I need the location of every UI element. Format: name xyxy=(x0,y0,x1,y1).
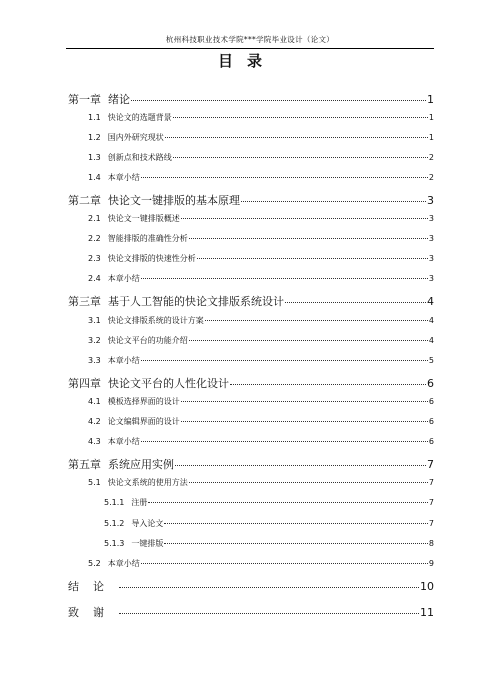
toc-entry-number: 4.1 xyxy=(88,397,101,406)
toc-entry-number: 第三章 xyxy=(68,295,101,308)
toc-entry-page: 3 xyxy=(428,254,434,263)
toc-entry-page: 3 xyxy=(428,234,434,243)
toc-leader-dots xyxy=(141,360,428,361)
page-header: 杭州科技职业技术学院***学院毕业设计（论文） xyxy=(66,34,434,49)
toc-entry-number: 2.2 xyxy=(88,234,101,243)
toc-entry-page: 7 xyxy=(428,498,434,507)
toc-entry-title: 本章小结 xyxy=(107,356,140,365)
toc-leader-dots xyxy=(141,177,428,178)
toc-entry[interactable] xyxy=(88,233,434,244)
toc-entry-title: 注册 xyxy=(131,498,148,507)
toc-entry-title: 本章小结 xyxy=(107,274,140,283)
toc-entry[interactable] xyxy=(88,132,434,143)
toc-leader-dots xyxy=(173,157,428,158)
toc-entry[interactable] xyxy=(88,355,434,366)
toc-leader-dots xyxy=(285,302,426,303)
toc-entry-page: 1 xyxy=(427,93,434,106)
toc-entry-page: 3 xyxy=(428,274,434,283)
toc-entry-number: 3.3 xyxy=(88,356,101,365)
toc-entry-page: 4 xyxy=(428,316,434,325)
toc-entry-title: 一键排版 xyxy=(131,539,164,548)
toc-entry-title: 智能排版的准确性分析 xyxy=(107,234,188,243)
toc-entry[interactable] xyxy=(68,604,434,620)
toc-entry-number: 第二章 xyxy=(68,194,101,207)
toc-entry-title: 快论文一键排版的基本原理 xyxy=(108,194,240,207)
toc-entry[interactable] xyxy=(88,213,434,224)
toc-entry-page: 5 xyxy=(428,356,434,365)
toc-leader-dots xyxy=(173,117,428,118)
toc-entry-title: 论文编辑界面的设计 xyxy=(107,417,180,426)
toc-entry-title: 系统应用实例 xyxy=(108,458,174,471)
toc-entry-page: 1 xyxy=(428,113,434,122)
toc-entry-number: 5.1.2 xyxy=(104,519,125,528)
toc-leader-dots xyxy=(141,563,428,564)
toc-entry-number: 5.1.3 xyxy=(104,539,125,548)
toc-leader-dots xyxy=(241,201,426,202)
toc-entry[interactable] xyxy=(104,538,434,549)
toc-entry-title: 本章小结 xyxy=(107,437,140,446)
toc-entry-page: 3 xyxy=(428,214,434,223)
toc-leader-dots xyxy=(131,100,426,101)
toc-leader-dots xyxy=(141,278,428,279)
toc-entry[interactable] xyxy=(88,436,434,447)
toc-leader-dots xyxy=(189,340,428,341)
toc-leader-dots xyxy=(197,258,428,259)
toc-leader-dots xyxy=(164,543,428,544)
toc-leader-dots xyxy=(164,523,428,524)
toc-leader-dots xyxy=(175,465,426,466)
toc-entry-title: 导入论文 xyxy=(131,519,164,528)
toc-entry-page: 9 xyxy=(428,559,434,568)
toc-entry-number: 1.3 xyxy=(88,153,101,162)
toc-entry[interactable] xyxy=(88,416,434,427)
toc-entry-number: 3.1 xyxy=(88,316,101,325)
page-title: 目录 xyxy=(217,52,276,70)
toc-leader-dots xyxy=(181,218,428,219)
toc-entry[interactable] xyxy=(88,273,434,284)
toc-entry-page: 6 xyxy=(428,417,434,426)
toc-entry-page: 6 xyxy=(427,377,434,390)
toc-entry-page: 4 xyxy=(427,295,434,308)
toc-entry-title: 快论文排版系统的设计方案 xyxy=(107,316,204,325)
toc-entry[interactable] xyxy=(88,112,434,123)
toc-leader-dots xyxy=(189,482,428,483)
toc-entry[interactable] xyxy=(88,477,434,488)
toc-entry-number: 1.2 xyxy=(88,133,101,142)
toc-entry-number: 第五章 xyxy=(68,458,101,471)
toc-entry[interactable] xyxy=(104,518,434,529)
toc-leader-dots xyxy=(181,421,428,422)
toc-leader-dots xyxy=(181,401,428,402)
toc-entry-title: 快论文系统的使用方法 xyxy=(107,478,188,487)
toc-entry[interactable] xyxy=(68,192,434,208)
toc-entry-page: 3 xyxy=(427,194,434,207)
toc-entry-number: 2.4 xyxy=(88,274,101,283)
toc-entry[interactable] xyxy=(68,293,434,309)
toc-entry-title: 快论文平台的功能介绍 xyxy=(107,336,188,345)
toc-entry-number: 2.3 xyxy=(88,254,101,263)
toc-entry-page: 7 xyxy=(427,458,434,471)
toc-entry-page: 11 xyxy=(420,606,434,619)
toc-entry[interactable] xyxy=(88,335,434,346)
toc-entry-number: 2.1 xyxy=(88,214,101,223)
toc-entry[interactable] xyxy=(68,375,434,391)
toc-entry-page: 8 xyxy=(428,539,434,548)
toc-entry-page: 7 xyxy=(428,478,434,487)
toc-entry[interactable] xyxy=(68,578,434,594)
toc-entry-page: 1 xyxy=(428,133,434,142)
toc-leader-dots xyxy=(205,320,428,321)
toc-entry-number: 第一章 xyxy=(68,93,101,106)
toc-entry-page: 2 xyxy=(428,153,434,162)
toc-entry-title: 绪论 xyxy=(108,93,130,106)
toc-leader-dots xyxy=(148,502,428,503)
toc-entry[interactable] xyxy=(88,253,434,264)
toc-entry[interactable] xyxy=(88,315,434,326)
toc-entry-title: 本章小结 xyxy=(107,173,140,182)
toc-entry-title: 快论文的选题背景 xyxy=(107,113,172,122)
toc-entry-number: 1.4 xyxy=(88,173,101,182)
toc-entry-title: 结论 xyxy=(68,580,118,593)
toc-entry-title: 基于人工智能的快论文排版系统设计 xyxy=(108,295,284,308)
toc-entry-title: 本章小结 xyxy=(107,559,140,568)
toc-entry-number: 5.2 xyxy=(88,559,101,568)
toc-leader-dots xyxy=(189,238,428,239)
toc-leader-dots xyxy=(141,441,428,442)
toc-entry-page: 4 xyxy=(428,336,434,345)
toc-entry-page: 2 xyxy=(428,173,434,182)
toc-entry-page: 10 xyxy=(420,580,434,593)
toc-entry-number: 第四章 xyxy=(68,377,101,390)
toc-entry-page: 6 xyxy=(428,437,434,446)
toc-entry[interactable] xyxy=(88,558,434,569)
toc-entry-number: 4.3 xyxy=(88,437,101,446)
toc-entry-number: 5.1 xyxy=(88,478,101,487)
toc-entry[interactable] xyxy=(68,91,434,107)
toc-entry-title: 模板选择界面的设计 xyxy=(107,397,180,406)
toc-entry-title: 创新点和技术路线 xyxy=(107,153,172,162)
toc-entry-number: 4.2 xyxy=(88,417,101,426)
toc-leader-dots xyxy=(230,384,426,385)
toc-entry-title: 快论文平台的人性化设计 xyxy=(108,377,229,390)
toc-entry-title: 快论文排版的快速性分析 xyxy=(107,254,196,263)
toc-entry[interactable] xyxy=(104,497,434,508)
toc-leader-dots xyxy=(119,587,419,588)
toc-entry-title: 快论文一键排版概述 xyxy=(107,214,180,223)
toc-leader-dots xyxy=(165,137,428,138)
toc-entry[interactable] xyxy=(88,396,434,407)
toc-leader-dots xyxy=(119,613,419,614)
toc-entry[interactable] xyxy=(68,456,434,472)
toc-entry-page: 7 xyxy=(428,519,434,528)
toc-entry[interactable] xyxy=(88,172,434,183)
toc-entry-title: 致谢 xyxy=(68,606,118,619)
toc-entry[interactable] xyxy=(88,152,434,163)
toc-entry-title: 国内外研究现状 xyxy=(107,133,164,142)
toc-entry-number: 3.2 xyxy=(88,336,101,345)
toc-entry-page: 6 xyxy=(428,397,434,406)
toc-entry-number: 5.1.1 xyxy=(104,498,125,507)
toc-entry-number: 1.1 xyxy=(88,113,101,122)
